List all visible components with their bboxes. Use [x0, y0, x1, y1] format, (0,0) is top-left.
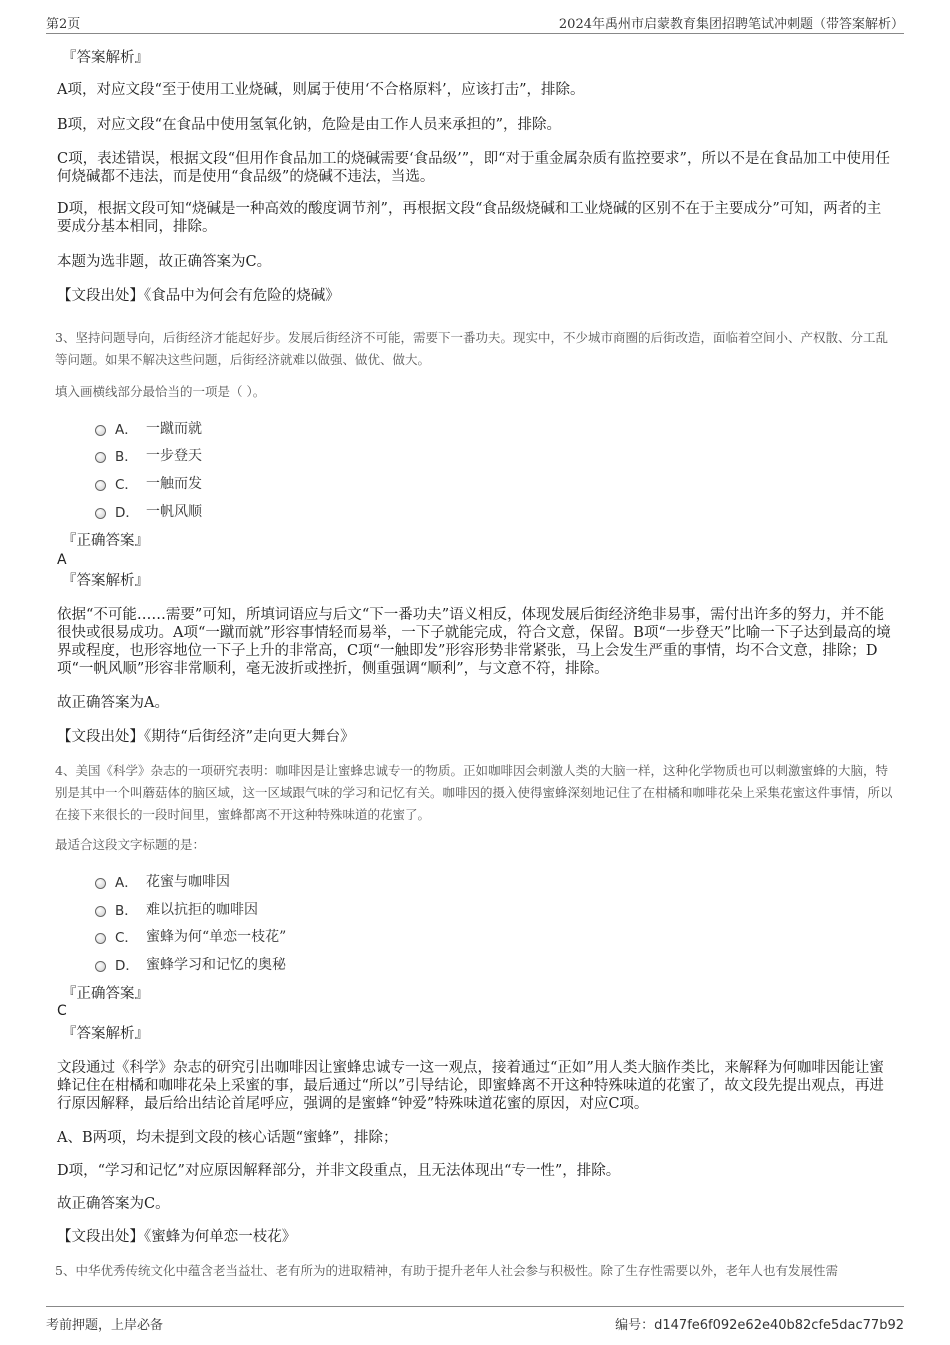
footer-slogan: 考前押题，上岸必备 — [46, 1318, 164, 1333]
analysis-ab: A、B两项，均未提到文段的核心话题“蜜蜂”，排除； — [57, 1130, 398, 1146]
question-4-option-d[interactable] — [95, 953, 286, 975]
analysis-label: 『答案解析』 — [62, 50, 149, 66]
question-4-option-b[interactable] — [95, 898, 258, 920]
option-text: 花蜜与咖啡因 — [146, 874, 230, 890]
analysis-d: D项，“学习和记忆”对应原因解释部分，并非文段重点，且无法体现出“专一性”，排除。 — [57, 1163, 621, 1179]
radio-icon[interactable] — [95, 906, 106, 917]
option-text: 一步登天 — [146, 448, 202, 464]
source-citation: 【文段出处】《蜜蜂为何单恋一枝花》 — [57, 1229, 297, 1245]
source-citation: 【文段出处】《食品中为何会有危险的烧碱》 — [57, 288, 340, 304]
question-4-option-a[interactable] — [95, 870, 230, 892]
source-citation: 【文段出处】《期待“后街经济”走向更大舞台》 — [57, 729, 355, 745]
option-key: A． — [115, 422, 138, 438]
question-4-stem: 4、美国《科学》杂志的一项研究表明：咖啡因是让蜜蜂忠诚专一的物质。正如咖啡因会刺激人类的大脑一样，这种化学物质也可以刺激蜜蜂的大脑，特别是其中一个叫蘑菇体的脑区域，这一区域跟气味的学习和记忆有关。咖啡因的摄入使得蜜蜂深刻地记住了在柑橘和咖啡花朵上采集花蜜这件事情，所以在接下来很长的一段时间里，蜜蜂都离不开这种特殊味道的花蜜了。 — [55, 763, 893, 822]
option-key: D． — [115, 958, 139, 974]
document-title: 2024年禹州市启蒙教育集团招聘笔试冲刺题（带答案解析） — [558, 17, 904, 32]
code-value: d147fe6f092e62e40b82cfe5dac77b92 — [654, 1318, 904, 1333]
radio-icon[interactable] — [95, 425, 106, 436]
analysis-option-d: D项，根据文段可知“烧碱是一种高效的酸度调节剂”，再根据文段“食品级烧碱和工业烧碱的区别不在于主要成分”可知，两者的主要成分基本相同，排除。 — [57, 201, 882, 235]
analysis-conclusion: 故正确答案为C。 — [57, 1196, 170, 1212]
correct-answer-label: 『正确答案』 — [62, 986, 149, 1002]
analysis-conclusion: 本题为选非题，故正确答案为C。 — [57, 254, 272, 270]
radio-icon[interactable] — [95, 508, 106, 519]
question-5-stem: 5、中华优秀传统文化中蕴含老当益壮、老有所为的进取精神，有助于提升老年人社会参与积极性。除了生存性需要以外，老年人也有发展性需 — [55, 1263, 838, 1278]
analysis-conclusion: 故正确答案为A。 — [57, 695, 169, 711]
page-number: 第2页 — [46, 17, 81, 32]
option-text: 一触而发 — [146, 476, 202, 492]
question-3-option-b[interactable] — [95, 444, 202, 466]
radio-icon[interactable] — [95, 480, 106, 491]
code-label: 编号： — [615, 1318, 655, 1333]
analysis-option-b: B项，对应文段“在食品中使用氢氧化钠，危险是由工作人员来承担的”，排除。 — [57, 117, 561, 133]
analysis-text: 文段通过《科学》杂志的研究引出咖啡因让蜜蜂忠诚专一这一观点，接着通过“正如”用人类大脑作类比，来解释为何咖啡因能让蜜蜂记住在柑橘和咖啡花朵上采蜜的事，最后通过“所以”引导结论，即蜜蜂离不开这种特殊味道的花蜜了，故文段先提出观点，再进行原因解释，最后给出结论首尾呼应，强调的是蜜蜂“钟爱”特殊味道花蜜的原因，对应C项。 — [57, 1060, 884, 1112]
question-3-option-d[interactable] — [95, 500, 202, 522]
option-key: B． — [115, 449, 138, 465]
option-key: A． — [115, 875, 138, 891]
option-text: 蜜蜂为何“单恋一枝花” — [146, 929, 287, 945]
correct-answer: A — [57, 552, 67, 568]
question-4-prompt: 最适合这段文字标题的是： — [55, 837, 206, 852]
analysis-label: 『答案解析』 — [62, 573, 149, 589]
question-4-option-c[interactable] — [95, 925, 286, 947]
option-key: D． — [115, 505, 139, 521]
question-3-prompt: 填入画横线部分最恰当的一项是（ ）。 — [55, 384, 266, 399]
correct-answer: C — [57, 1003, 67, 1019]
question-3-stem: 3、坚持问题导向，后街经济才能起好步。发展后街经济不可能，需要下一番功夫。现实中，不少城市商圈的后街改造，面临着空间小、产权散、分工乱等问题。如果不解决这些问题，后街经济就难以做强、做优、做大。 — [55, 330, 888, 367]
option-text: 难以抗拒的咖啡因 — [146, 902, 258, 918]
document-code — [615, 1314, 904, 1333]
correct-answer-label: 『正确答案』 — [62, 533, 149, 549]
radio-icon[interactable] — [95, 961, 106, 972]
option-key: B． — [115, 903, 138, 919]
radio-icon[interactable] — [95, 878, 106, 889]
option-text: 蜜蜂学习和记忆的奥秘 — [146, 957, 286, 973]
option-key: C． — [115, 477, 138, 493]
question-3-option-c[interactable] — [95, 472, 202, 494]
page-header — [46, 11, 904, 34]
option-text: 一帆风顺 — [146, 504, 202, 520]
radio-icon[interactable] — [95, 933, 106, 944]
analysis-option-c: C项，表述错误，根据文段“但用作食品加工的烧碱需要‘食品级’”，即“对于重金属杂质有监控要求”，所以不是在食品加工中使用任何烧碱都不违法，而是使用“食品级”的烧碱不违法，当选。 — [57, 151, 890, 185]
option-key: C． — [115, 930, 138, 946]
radio-icon[interactable] — [95, 452, 106, 463]
analysis-text: 依据“不可能……需要”可知，所填词语应与后文“下一番功夫”语义相反，体现发展后街经济绝非易事，需付出许多的努力，并不能很快或很易成功。A项“一蹴而就”形容事情轻而易举，一下子就能完成，符合文意，保留。B项“一步登天”比喻一下子达到最高的境界或程度，也形容地位一下子上升的非常高，C项“一触即发”形容形势非常紧张，马上会发生严重的事情，均不合文意，排除；D项“一帆风顺”形容非常顺利，毫无波折或挫折，侧重强调“顺利”，与文意不符，排除。 — [57, 607, 891, 677]
analysis-label: 『答案解析』 — [62, 1026, 149, 1042]
analysis-option-a: A项，对应文段“至于使用工业烧碱，则属于使用‘不合格原料’，应该打击”，排除。 — [57, 82, 585, 98]
question-3-option-a[interactable] — [95, 417, 202, 439]
page-footer — [46, 1306, 904, 1331]
option-text: 一蹴而就 — [146, 421, 202, 437]
